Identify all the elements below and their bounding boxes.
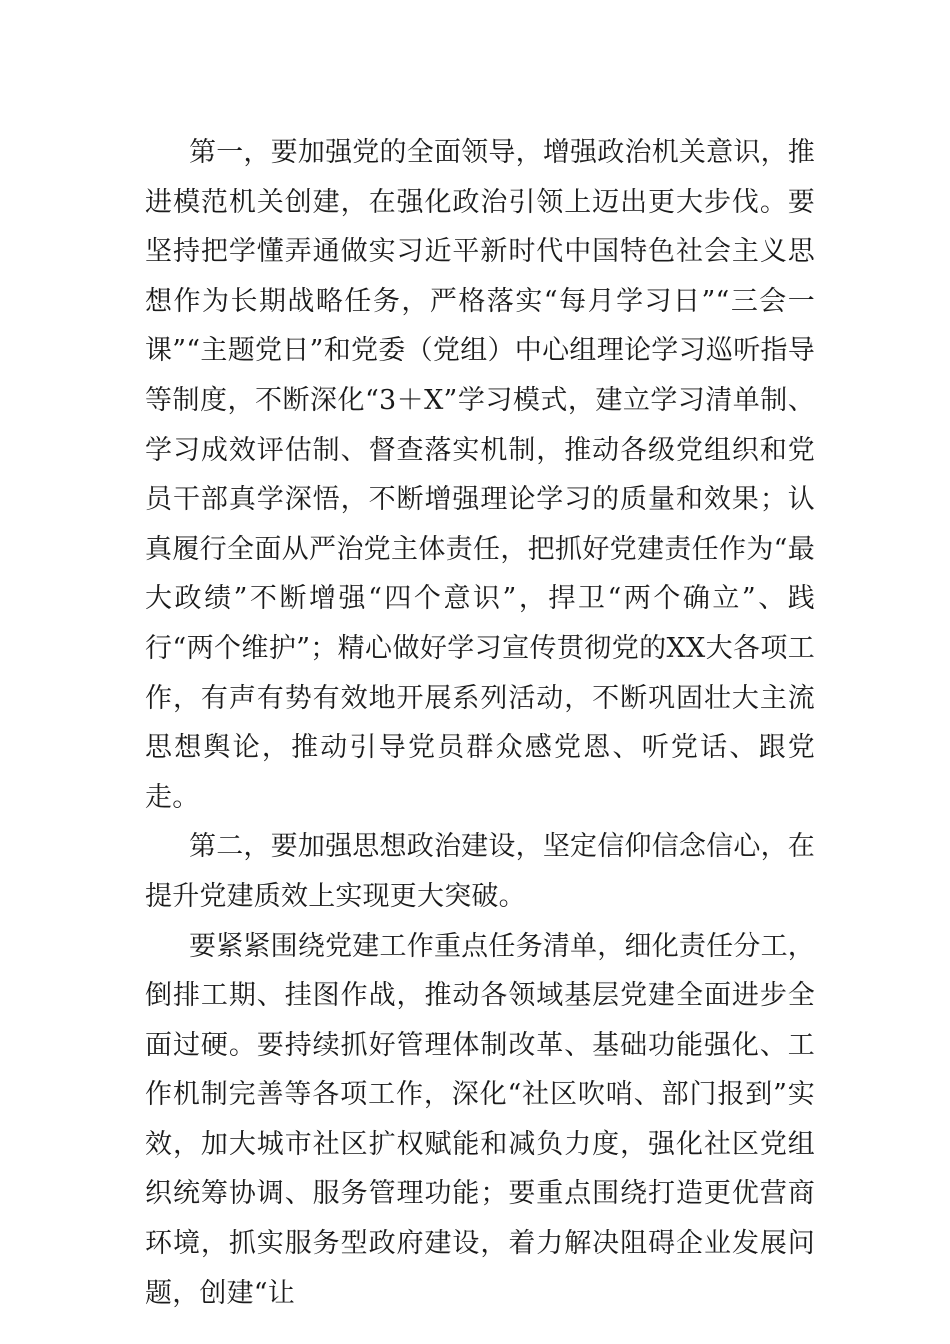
paragraph-2: 第二，要加强思想政治建设，坚定信仰信念信心，在提升党建质效上实现更大突破。 <box>145 831 815 912</box>
paragraph-1: 第一，要加强党的全面领导，增强政治机关意识，推进模范机关创建，在强化政治引领上迈出更大步伐。要坚持把学懂弄通做实习近平新时代中国特色社会主义思想作为长期战略任务，严格落实“每月学习日”“三会一课”“主题党日”和党委（党组）中心组理论学习巡听指导等制度，不断深化“3＋X”学习模式，建立学习清单制、学习成效评估制、督查落实机制，推动各级党组织和党员干部真学深悟，不断增强理论学习的质量和效果；认真履行全面从严治党主体责任，把抓好党建责任作为“最大政绩”不断增强“四个意识”，捍卫“两个确立”、践行“两个维护”；精心做好学习宣传贯彻党的XX大各项工作，有声有势有效地开展系列活动，不断巩固壮大主流思想舆论，推动引导党员群众感党恩、听党话、跟党走。 <box>145 137 815 813</box>
document-body <box>145 128 815 1318</box>
paragraph-3: 要紧紧围绕党建工作重点任务清单，细化责任分工，倒排工期、挂图作战，推动各领域基层党建全面进步全面过硬。要持续抓好管理体制改革、基础功能强化、工作机制完善等各项工作，深化“社区吹哨、部门报到”实效，加大城市社区扩权赋能和减负力度，强化社区党组织统筹协调、服务管理功能；要重点围绕打造更优营商环境，抓实服务型政府建设，着力解决阻碍企业发展问题，创建“让 <box>145 930 815 1309</box>
